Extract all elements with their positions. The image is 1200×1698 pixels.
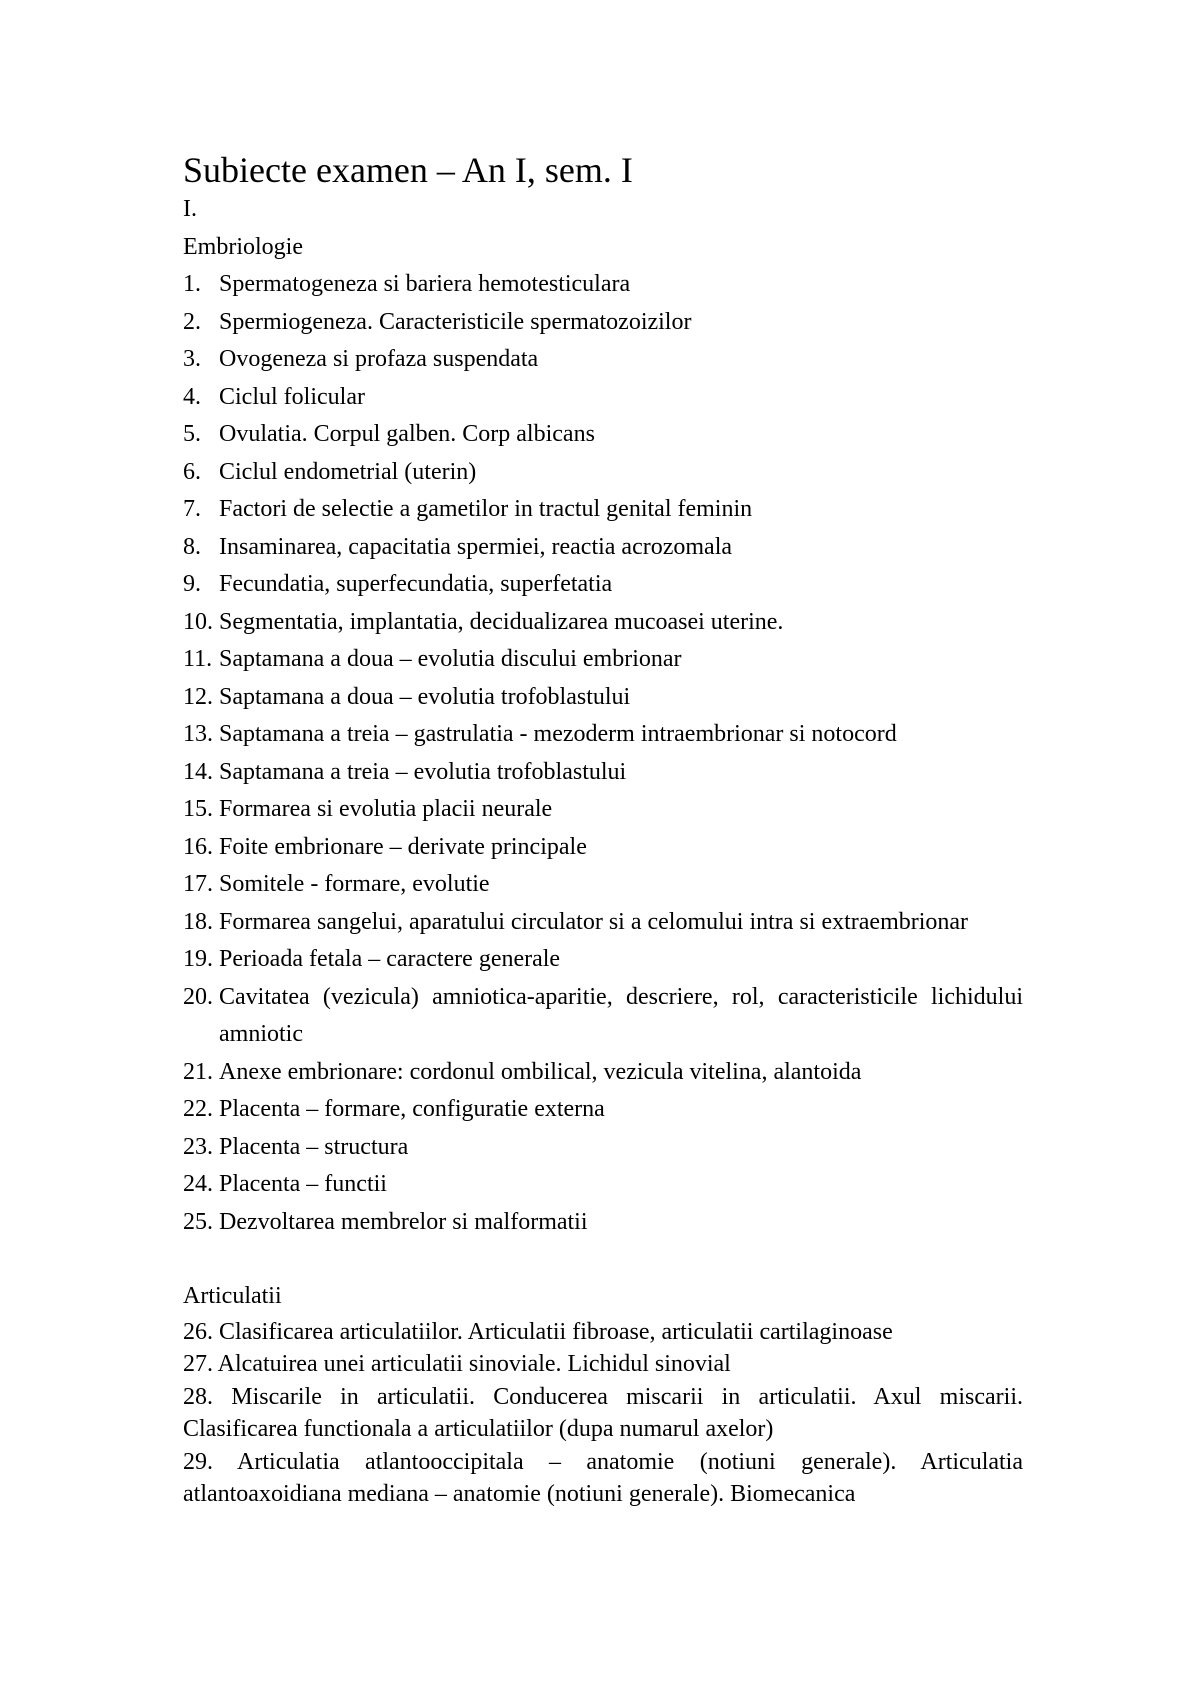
item-number: 18. xyxy=(183,908,213,935)
list-item xyxy=(183,641,1023,679)
item-text: Ovogeneza si profaza suspendata xyxy=(219,346,539,372)
item-number: 15. xyxy=(183,796,213,822)
list-item xyxy=(183,1054,1023,1092)
item-text: Spermiogeneza. Caracteristicile spermatozoizilor xyxy=(219,308,692,335)
section-heading-embriologie: Embriologie xyxy=(183,233,303,260)
list-item xyxy=(183,1091,1023,1129)
item-number: 10. xyxy=(183,608,213,635)
embriologie-list xyxy=(183,266,1023,1241)
item-text: Spermatogeneza si bariera hemotesticulara xyxy=(219,271,631,297)
item-number: 3. xyxy=(183,346,201,372)
item-number: 4. xyxy=(183,383,201,410)
item-number: 1. xyxy=(183,271,201,297)
list-item xyxy=(183,341,1023,379)
list-item xyxy=(183,491,1023,529)
item-number: 7. xyxy=(183,496,201,522)
item-text: Factori de selectie a gametilor in tractul genital feminin xyxy=(219,496,753,522)
list-item xyxy=(183,1166,1023,1204)
list-item xyxy=(183,866,1023,904)
item-number: 6. xyxy=(183,458,201,485)
list-item xyxy=(183,1204,1023,1242)
item-text: Insaminarea, capacitatia spermiei, reactia acrozomala xyxy=(219,533,733,560)
item-text: Ciclul endometrial (uterin) xyxy=(219,458,477,485)
item-text: Placenta – formare, configuratie externa xyxy=(219,1096,605,1122)
item-number: 12. xyxy=(183,683,213,710)
item-text: Saptamana a doua – evolutia trofoblastului xyxy=(219,683,631,710)
item-text: Formarea sangelui, aparatului circulator si a celomului intra si extraembrionar xyxy=(219,908,969,935)
item-text: Ciclul folicular xyxy=(219,383,365,410)
list-item xyxy=(183,1129,1023,1167)
item-number: 13. xyxy=(183,721,213,747)
page-title: Subiecte examen – An I, sem. I xyxy=(183,150,633,190)
item-text: Somitele - formare, evolutie xyxy=(219,871,490,897)
list-item xyxy=(183,679,1023,717)
list-item: 28. Miscarile in articulatii. Conducerea miscarii in articulatii. Axul miscarii. Clasificarea functionala a articulatiilor (dupa numarul axelor) xyxy=(183,1383,1023,1442)
item-number: 25. xyxy=(183,1208,213,1235)
section-spacer xyxy=(183,1241,1023,1278)
list-item xyxy=(183,604,1023,642)
item-number: 21. xyxy=(183,1058,213,1085)
item-text: Formarea si evolutia placii neurale xyxy=(219,796,553,822)
item-number: 22. xyxy=(183,1096,213,1122)
item-number: 11. xyxy=(183,646,213,672)
item-text: Ovulatia. Corpul galben. Corp albicans xyxy=(219,421,595,447)
part-label: I. xyxy=(183,196,197,222)
list-item xyxy=(183,941,1023,979)
item-number: 23. xyxy=(183,1133,213,1160)
list-item xyxy=(183,904,1023,942)
item-text: Cavitatea (vezicula) amniotica-aparitie, descriere, rol, caracteristicile lichidului amniotic xyxy=(219,983,1023,1047)
section-heading-articulatii: Articulatii xyxy=(183,1283,282,1309)
list-item xyxy=(183,566,1023,604)
item-number: 16. xyxy=(183,833,213,860)
list-item xyxy=(183,716,1023,754)
document-page xyxy=(183,150,1023,1511)
list-item xyxy=(183,979,1023,1054)
item-text: Placenta – functii xyxy=(219,1171,387,1197)
list-item: 29. Articulatia atlantooccipitala – anatomie (notiuni generale). Articulatia atlantoaxoidiana mediana – anatomie (notiuni generale). Biomecanica xyxy=(183,1448,1023,1507)
item-number: 9. xyxy=(183,571,201,597)
list-item xyxy=(183,829,1023,867)
item-text: Segmentatia, implantatia, decidualizarea mucoasei uterine. xyxy=(219,608,784,635)
item-text: Foite embrionare – derivate principale xyxy=(219,833,587,860)
list-item xyxy=(183,454,1023,492)
list-item xyxy=(183,379,1023,417)
item-number: 14. xyxy=(183,758,213,785)
item-number: 2. xyxy=(183,308,201,335)
item-text: Fecundatia, superfecundatia, superfetatia xyxy=(219,571,613,597)
item-text: Perioada fetala – caractere generale xyxy=(219,946,561,972)
item-number: 17. xyxy=(183,871,213,897)
item-text: Anexe embrionare: cordonul ombilical, vezicula vitelina, alantoida xyxy=(219,1058,862,1085)
item-number: 8. xyxy=(183,533,201,560)
list-item: 26. Clasificarea articulatiilor. Articulatii fibroase, articulatii cartilaginoase xyxy=(183,1318,893,1345)
item-text: Dezvoltarea membrelor si malformatii xyxy=(219,1208,588,1235)
list-item: 27. Alcatuirea unei articulatii sinoviale. Lichidul sinovial xyxy=(183,1351,731,1377)
list-item xyxy=(183,529,1023,567)
list-item xyxy=(183,791,1023,829)
item-text: Saptamana a doua – evolutia discului embrionar xyxy=(219,646,682,672)
item-number: 20. xyxy=(183,983,213,1010)
list-item xyxy=(183,754,1023,792)
list-item xyxy=(183,304,1023,342)
item-number: 24. xyxy=(183,1171,213,1197)
item-number: 5. xyxy=(183,421,201,447)
item-text: Saptamana a treia – evolutia trofoblastului xyxy=(219,758,627,785)
list-item xyxy=(183,416,1023,454)
item-number: 19. xyxy=(183,946,213,972)
item-text: Saptamana a treia – gastrulatia - mezoderm intraembrionar si notocord xyxy=(219,721,897,747)
list-item xyxy=(183,266,1023,304)
item-text: Placenta – structura xyxy=(219,1133,409,1160)
